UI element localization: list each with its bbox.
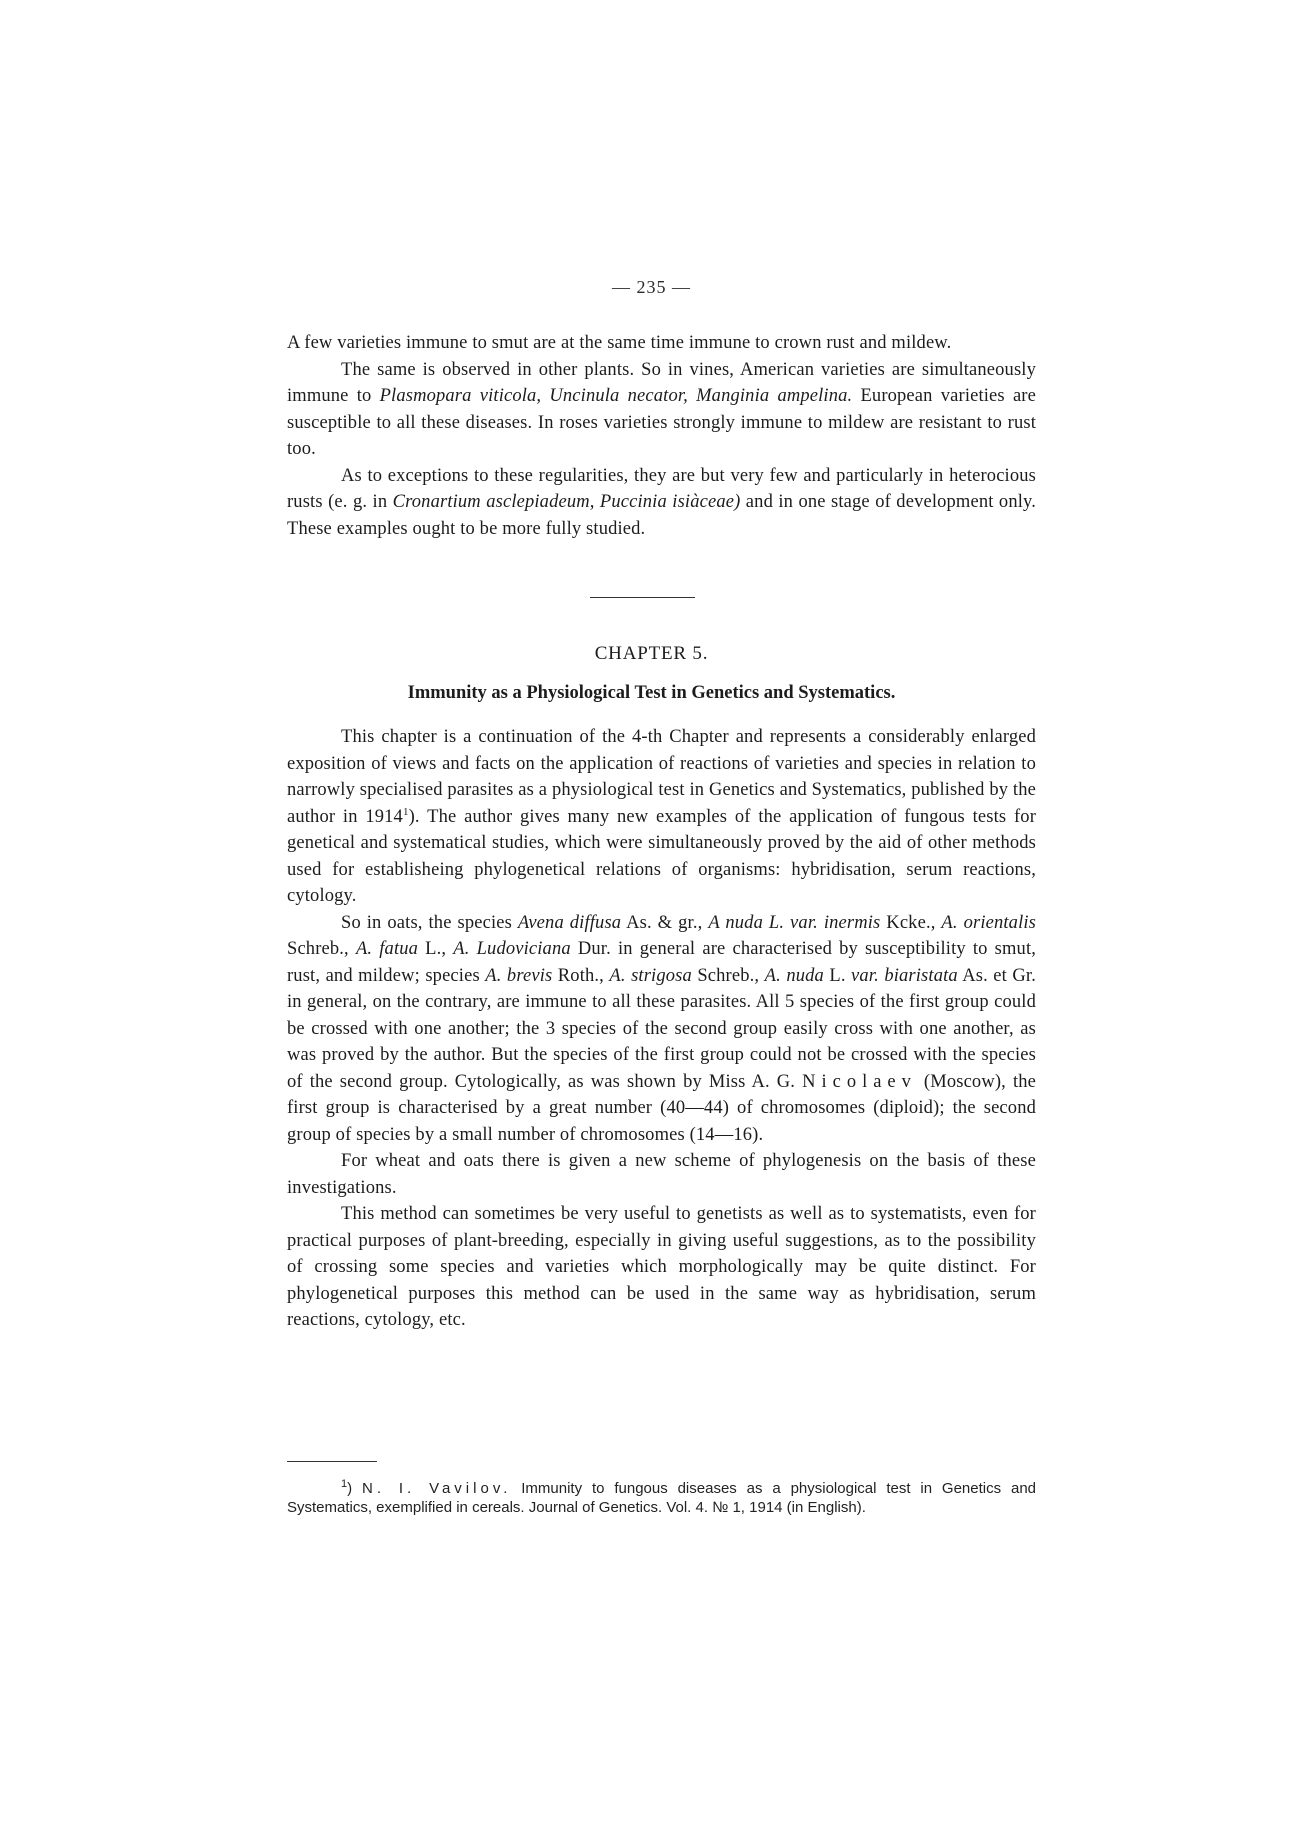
chapter-title: CHAPTER 5. <box>594 643 709 664</box>
text-run: ). The author gives many new examples of the application of fungous tests for genetical and systematical studies, which were simultaneously proved by the aid of other methods used for establisheing phylogenetical relations of organisms: hybridisation, serum reactions, cytology. <box>287 806 1036 906</box>
text-run: As. & gr., <box>621 912 709 933</box>
italic-text: A. strigosa <box>609 965 692 986</box>
text-run: For wheat and oats there is given a new scheme of phylogenesis on the basis of these investigations. <box>287 1151 1036 1198</box>
text-run: This chapter is a continuation of the 4-th Chapter and represents a considerably enlarged exposition of views and facts on the application of reactions of varieties and species in relation to narrowly specialised parasites as a physiological test in Genetics and Systematics, published by the author in 1914 <box>287 727 1036 827</box>
text-run: L., <box>418 939 454 959</box>
text-run: and in one stage of development only. These examples ought to be more fully studied. <box>287 492 1036 539</box>
section-divider <box>590 597 695 598</box>
text-run: Roth., <box>552 965 610 986</box>
italic-text: A. brevis <box>485 965 553 986</box>
text-run: (Moscow), the first group is characterised by a great number (40—44) of chromosomes (diploid); the second group of species by a small number of chromosomes (14—16). <box>287 1071 1036 1145</box>
footnote: $^1$) N. I. Vavilov. Immunity to fungous diseases as a physiological test in Genetics and Systematics, exemplified in cereals. Journal of Genetics. Vol. 4. № 1, 1914 (in English). <box>287 1478 1037 1516</box>
paragraph-phylogenesis-scheme <box>287 1148 1036 1201</box>
italic-text: A. orientalis <box>941 912 1036 933</box>
italic-text: Avena diffusa <box>517 912 622 933</box>
italic-text: A. Ludoviciana <box>453 939 571 959</box>
text-run: European varieties are susceptible to all these diseases. In roses varieties strongly immune to mildew are resistant to rust too. <box>287 386 1036 459</box>
footnote-author: N. I. Vavilov. <box>362 1480 512 1497</box>
text-run: The same is observed in other plants. So in vines, American varieties are simultaneously immune to <box>287 359 1036 406</box>
paragraph-exceptions <box>287 463 1036 543</box>
text-run: Dur. in general are characterised by susceptibility to smut, rust, and mildew; species <box>287 939 1037 986</box>
italic-text: A. nuda <box>764 965 824 986</box>
footnote-reference: 1 <box>402 805 409 818</box>
paragraph-other-plants <box>287 357 1036 463</box>
italic-text: var. biaristata <box>851 965 958 986</box>
text-run: As to exceptions to these regularities, they are but very few and particularly in heterocious rusts (e. g. in <box>287 465 1036 512</box>
top-text-block <box>287 330 1036 542</box>
text-run: L. <box>823 965 852 986</box>
text-run: As. et Gr. in general, on the contrary, are immune to all these parasites. All 5 species of the first group could be crossed with one another; the 3 species of the second group easily cross with one another, as was proved by the author. But the species of the first group could not be crossed with the species of the second group. Cytologically, as was shown by Miss A. G. <box>287 965 1036 1092</box>
italic-text: A nuda L. var. inermis <box>708 912 881 933</box>
paragraph-method-usefulness <box>287 1201 1036 1334</box>
footnote-marker: 1 <box>341 1478 348 1490</box>
paragraph-oats-species <box>287 910 1036 1149</box>
chapter-body <box>287 724 1036 1334</box>
text-run: Schreb., <box>691 965 765 986</box>
text-run: This method can sometimes be very useful to genetists as well as to systematists, even for practical purposes of plant-breeding, especially in giving useful suggestions, as to the possibility of crossing some species and varieties which morphologically may be quite distinct. For phylogenetical purposes this method can be used in the same way as hybridisation, serum reactions, cytology, etc. <box>287 1204 1036 1330</box>
italic-text: A. fatua <box>355 939 419 959</box>
text-run: So in oats, the species <box>341 912 518 933</box>
italic-text: Plasmopara viticola, Uncinula necator, Manginia ampelina. <box>379 386 853 406</box>
text-run: Kcke., <box>880 912 942 933</box>
paragraph-smut-immunity <box>287 330 1036 357</box>
spaced-name: Nicolaev <box>802 1071 917 1092</box>
italic-text: Cronartium asclepiadeum, Puccinia isiàceae) <box>392 492 741 512</box>
chapter-subtitle: Immunity as a Physiological Test in Genetics and Systematics. <box>407 683 896 703</box>
text-run: Schreb., <box>287 939 356 959</box>
text-run: A few varieties immune to smut are at the same time immune to crown rust and mildew. <box>287 333 952 353</box>
paragraph-chapter-intro <box>287 724 1036 910</box>
footnote-divider <box>287 1461 377 1462</box>
footnote-text: Immunity to fungous diseases as a physiological test in Genetics and Systematics, exemplified in cereals. Journal of Genetics. Vol. 4. № 1, 1914 (in English). <box>287 1480 1037 1516</box>
page-number: — 235 — <box>612 277 691 297</box>
